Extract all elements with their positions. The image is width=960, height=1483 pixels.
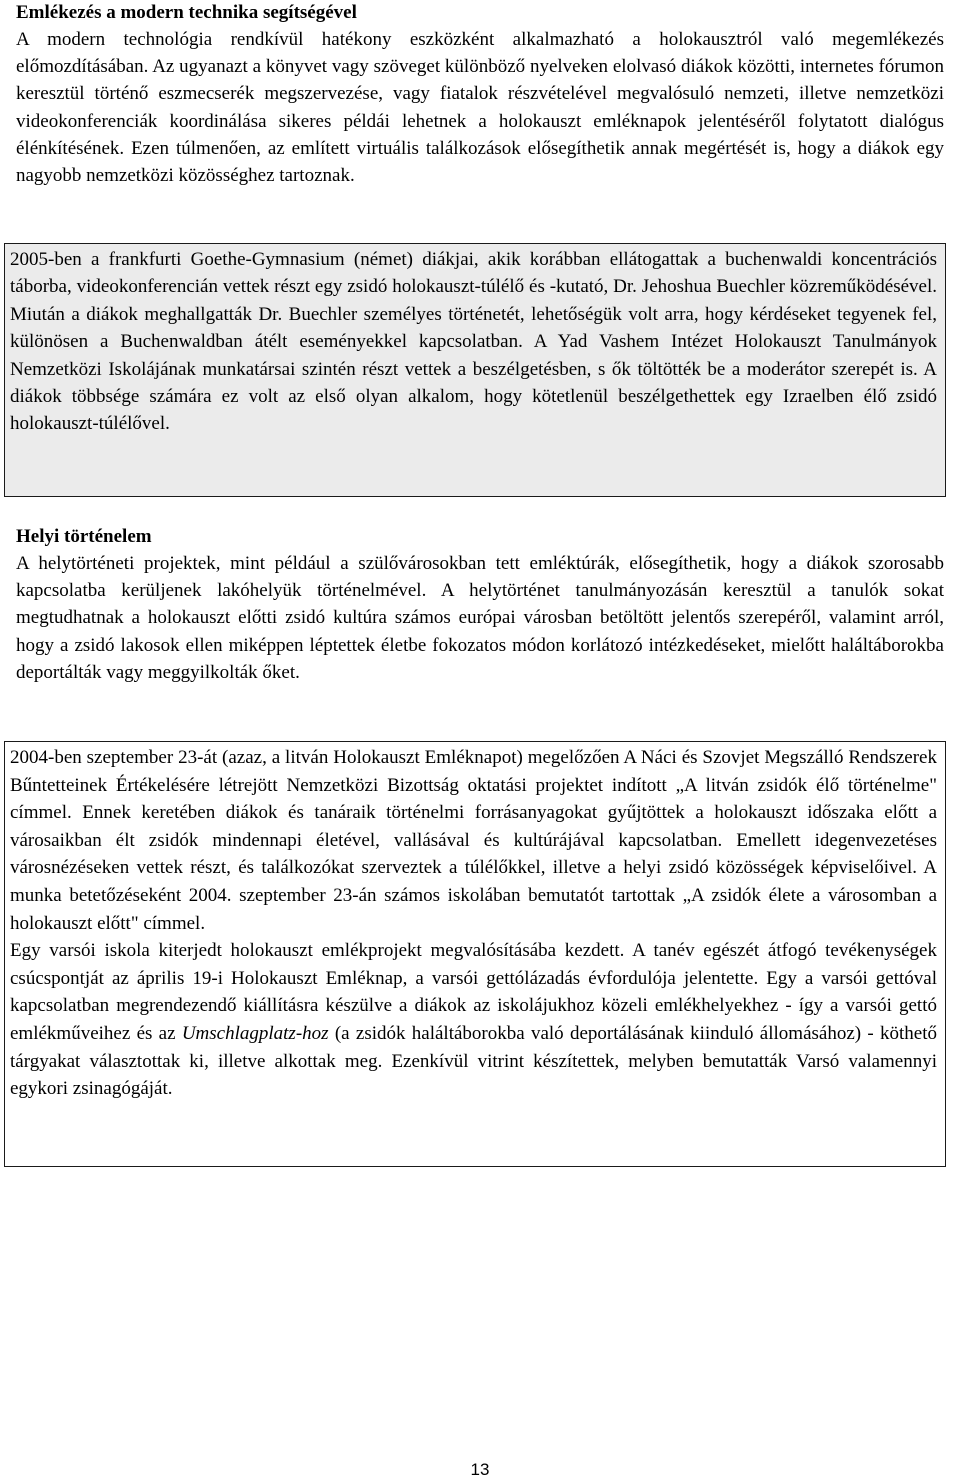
section-paragraph: A helytörténeti projektek, mint például a szülővárosokban tett emléktúrák, elősegíthetik, hogy a diákok szorosabb kapcsolatba kerüljenek lakóhelyük történelmével. A helytörténet tanulmányozásán keresztül a tanulók sokat megtudhatnak a holokauszt előtti zsidó kultúra számos európai városban betöltött jelentős szerepéről, valamint arról, hogy a zsidó lakosok ellen miképpen léptettek életbe fokozatos módon korlátozó intézkedéseket, mielőtt haláltáborokba deportálták vagy meggyilkolták őket. xyxy=(16,553,944,683)
box-paragraph: 2005-ben a frankfurti Goethe-Gymnasium (német) diákjai, akik korábban ellátogattak a buchenwaldi koncentrációs táborba, videokonferencián vettek részt egy zsidó holokauszt-túlélő és -kutató, Dr. Jehoshua Buechler közreműködésével. Miután a diákok meghallgatták Dr. Buechler személyes történetét, lehetőségük volt arra, hogy kérdéseket tegyenek fel, különösen a Buchenwaldban átélt eseményekkel kapcsolatban. A Yad Vashem Intézet Holokauszt Tanulmányok Nemzetközi Iskolájának munkatársai szintén részt vettek a beszélgetésben, s ők töltötték be a moderátor szerepét is. A diákok többsége számára ez volt az első olyan alkalom, hogy kötetlenül beszélgethettek egy Izraelben élő zsidó holokauszt-túlélővel. xyxy=(10,249,937,435)
box-paragraph: 2004-ben szeptember 23-át (azaz, a litván Holokauszt Emléknapot) megelőzően A Náci és Szovjet Megszálló Rendszerek Bűntetteinek Értékelésére létrejött Nemzetközi Bizottság oktatási projektet indított „A litván zsidók élő történelme" címmel. Ennek keretében diákok és tanáraik történelmi forrásanyagokat gyűjtöttek a holokauszt időszaka előtt a városaikban élt zsidók mindennapi életével, vallásával és kultúrájával kapcsolatban. Emellett idegenvezetéses városnézéseken vettek részt, és találkozókat szerveztek a túlélőkkel, illetve a helyi zsidó közösségek képviselőivel. A munka betetőzéseként 2004. szeptember 23-án számos iskolában bemutatót tartottak „A zsidók élete a városomban a holokauszt előtt" címmel. xyxy=(10,747,937,934)
box-paragraph xyxy=(10,937,937,1103)
italic-term: Umschlagplatz-hoz xyxy=(181,1022,329,1044)
example-box-frankfurt xyxy=(4,243,946,497)
section-heading: Emlékezés a modern technika segítségével xyxy=(16,2,357,23)
section-heading: Helyi történelem xyxy=(16,526,152,547)
section-local-history xyxy=(16,524,944,686)
section-paragraph: A modern technológia rendkívül hatékony eszközként alkalmazható a holokausztról való megemlékezés előmozdításában. Az ugyanazt a könyvet vagy szöveget különböző nyelveken elolvasó diákok közötti, internetes fórumon keresztül történő eszmecserék megszervezése, vagy fiatalok részvételével megvalósuló nemzeti, illetve nemzetközi videokonferenciák koordinálása sikeres példái lehetnek a holokauszt emléknapok jelentéséről folytatott dialógus élénkítésének. Ezen túlmenően, az említett virtuális találkozások elősegíthetik annak megértését is, hogy a diákok egy nagyobb nemzetközi közösséghez tartoznak. xyxy=(16,29,944,187)
example-box-lithuania-warsaw xyxy=(4,741,946,1167)
text-run: (a zsidók haláltáborokba való deportálásának kiinduló állomásához) - köthető tárgyakat választottak ki, illetve alkottak meg. Ezenkívül vitrint készítettek, melyben bemutatták Varsó valamennyi egykori zsinagógáját. xyxy=(10,1022,937,1100)
page-number: 13 xyxy=(470,1460,490,1479)
text-run: Egy varsói iskola kiterjedt holokauszt emlékprojekt megvalósításába kezdett. A tanév egészét átfogó tevékenységek csúcspontját az április 19-i Holokauszt Emléknap, a varsói gettólázadás évfordulója jelentette. Egy a varsói gettóval kapcsolatban megrendezendő kiállításra készülve a diákok az iskolájukhoz közeli emlékhelyekhez - így a varsói gettó emlékműveihez és az xyxy=(10,940,937,1044)
section-modern-technology xyxy=(16,0,944,189)
